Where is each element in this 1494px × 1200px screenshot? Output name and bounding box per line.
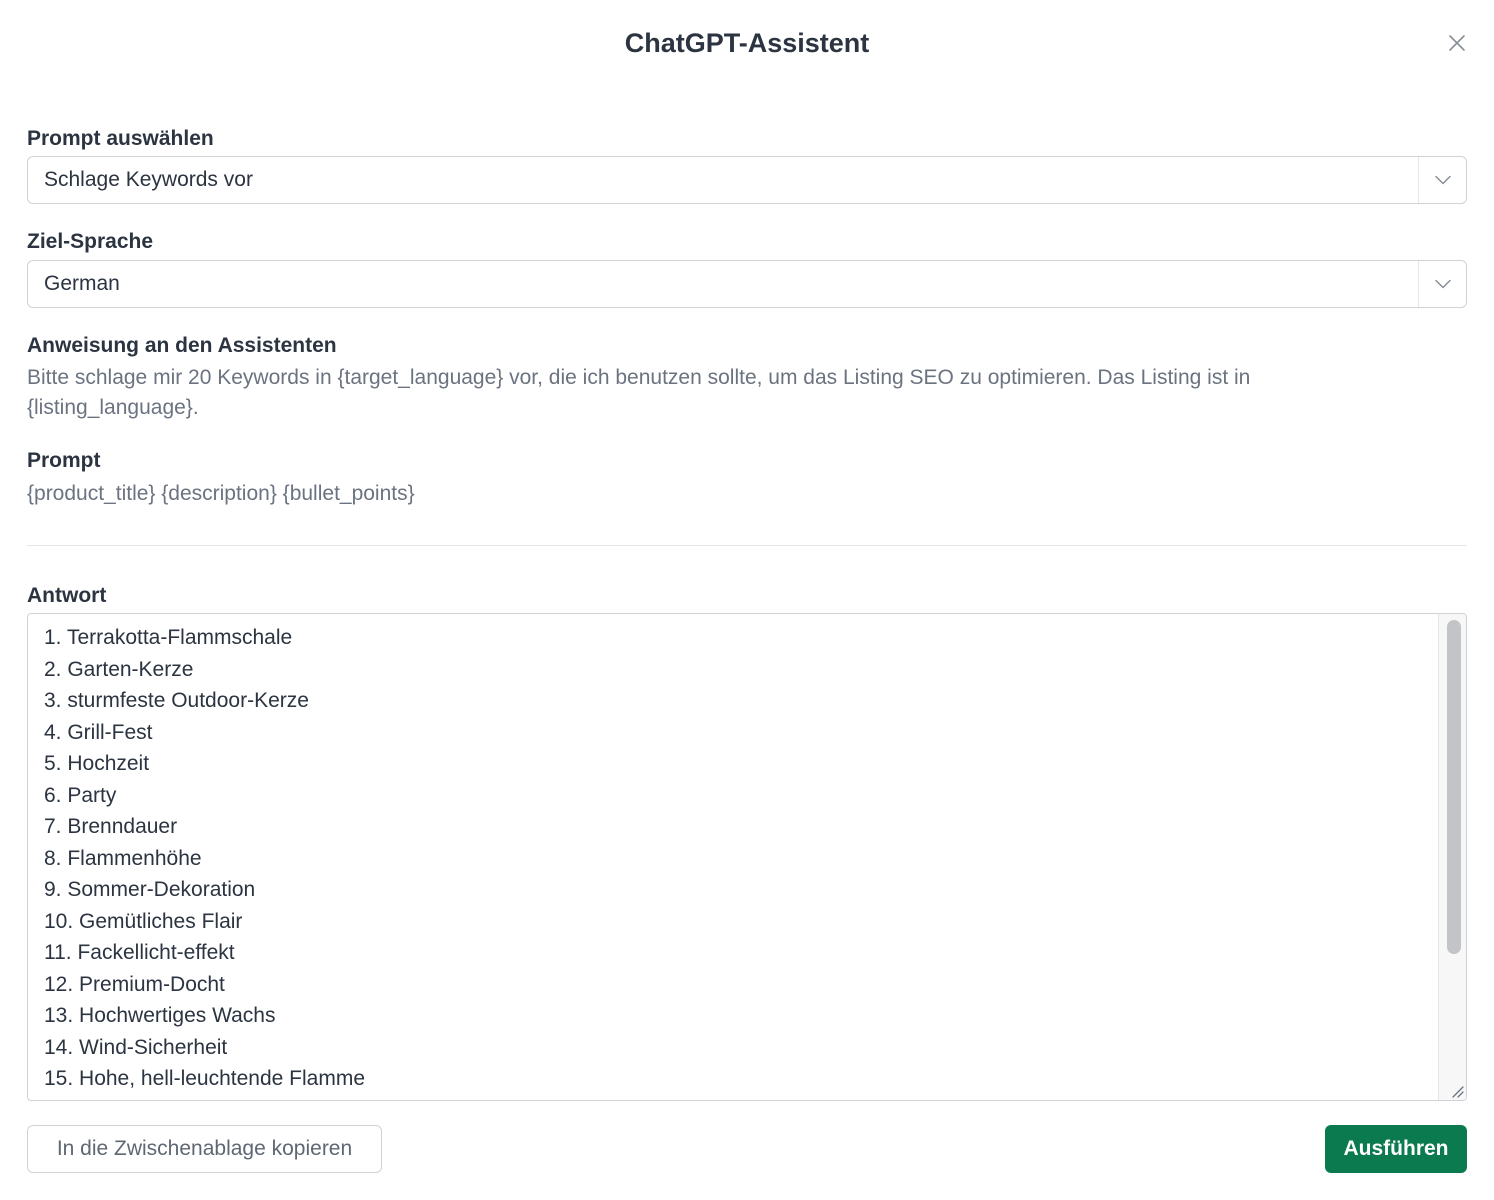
prompt-label: Prompt [27, 449, 101, 472]
close-button[interactable] [1444, 30, 1470, 56]
divider [27, 545, 1467, 546]
answer-line: 10. Gemütliches Flair [44, 909, 243, 933]
answer-content[interactable] [28, 614, 1438, 1100]
language-select-value: German [44, 272, 120, 295]
prompt-select-value: Schlage Keywords vor [44, 168, 253, 191]
close-icon [1448, 34, 1466, 52]
answer-line: 14. Wind-Sicherheit [44, 1035, 228, 1059]
chevron-down-icon [1435, 279, 1451, 289]
answer-line: 3. sturmfeste Outdoor-Kerze [44, 689, 309, 712]
language-select-toggle[interactable] [1418, 261, 1466, 307]
answer-line: 7. Brenndauer [44, 815, 178, 838]
answer-line: 2. Garten-Kerze [44, 657, 194, 681]
answer-line: 5. Hochzeit [44, 752, 150, 775]
answer-scrollbar[interactable] [1438, 614, 1466, 1100]
modal-title: ChatGPT-Assistent [624, 28, 870, 58]
resize-handle-icon[interactable] [1448, 1082, 1464, 1098]
prompt-select-label: Prompt auswählen [27, 127, 214, 150]
answer-line: 15. Hohe, hell-leuchtende Flamme [44, 1067, 366, 1090]
answer-line: 1. Terrakotta-Flammschale [44, 626, 293, 649]
answer-line: 4. Grill-Fest [44, 720, 153, 744]
answer-line: 13. Hochwertiges Wachs [44, 1004, 276, 1027]
chevron-down-icon [1435, 175, 1451, 185]
answer-line: 8. Flammenhöhe [44, 846, 202, 870]
answer-line: 6. Party [44, 783, 117, 807]
instruction-label: Anweisung an den Assistenten [27, 334, 337, 357]
prompt-text: {product_title} {description} {bullet_points} [27, 482, 415, 505]
copy-to-clipboard-button[interactable]: In die Zwischenablage kopieren [27, 1125, 382, 1173]
answer-textarea[interactable] [27, 613, 1467, 1101]
language-select[interactable] [27, 260, 1467, 308]
language-select-label: Ziel-Sprache [27, 230, 154, 253]
answer-line: 11. Fackellicht-effekt [44, 941, 235, 964]
answer-label: Antwort [27, 584, 107, 607]
prompt-select-toggle[interactable] [1418, 157, 1466, 203]
answer-line: 12. Premium-Docht [44, 972, 225, 996]
prompt-select[interactable] [27, 156, 1467, 204]
run-button[interactable]: Ausführen [1325, 1125, 1467, 1173]
instruction-text: Bitte schlage mir 20 Keywords in {target_language} vor, die ich benutzen sollte, um das Listing SEO zu optimieren. Das Listing ist in {listing_language}. [27, 366, 1251, 419]
answer-line: 9. Sommer-Dekoration [44, 878, 256, 901]
scroll-thumb[interactable] [1447, 620, 1461, 954]
